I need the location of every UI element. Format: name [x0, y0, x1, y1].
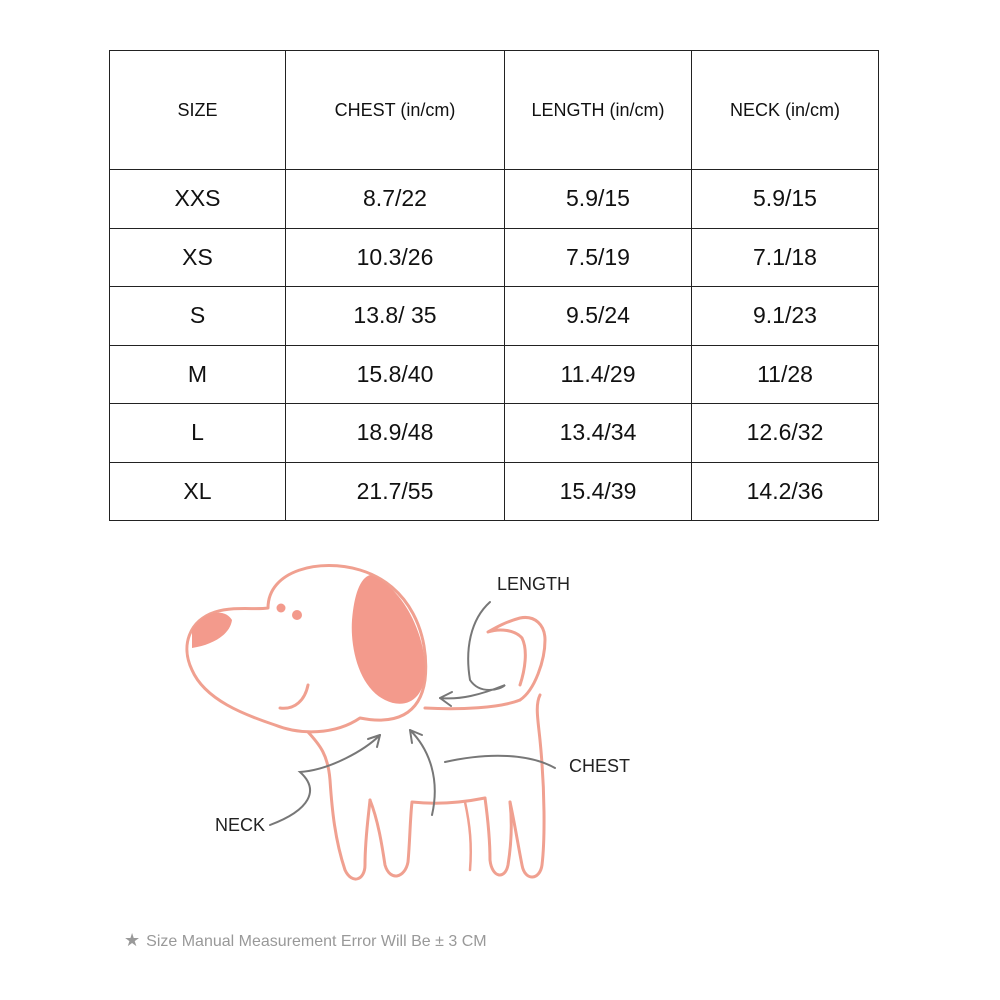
header-size: SIZE: [110, 51, 286, 170]
header-neck: NECK (in/cm): [692, 51, 879, 170]
size-chart-table: [109, 50, 879, 521]
cell-size: M: [110, 345, 286, 404]
neck-label: NECK: [215, 815, 266, 835]
cell-chest: 13.8/ 35: [286, 287, 505, 346]
table-row: [110, 462, 879, 521]
cell-neck: 7.1/18: [692, 228, 879, 287]
cell-size: S: [110, 287, 286, 346]
cell-chest: 18.9/48: [286, 404, 505, 463]
length-label: LENGTH: [497, 574, 571, 594]
cell-neck: 5.9/15: [692, 170, 879, 229]
cell-length: 7.5/19: [505, 228, 692, 287]
cell-size: L: [110, 404, 286, 463]
cell-size: XXS: [110, 170, 286, 229]
table-row: [110, 404, 879, 463]
table-row: [110, 287, 879, 346]
cell-length: 15.4/39: [505, 462, 692, 521]
star-icon: ★: [124, 930, 141, 950]
cell-length: 11.4/29: [505, 345, 692, 404]
header-length: LENGTH (in/cm): [505, 51, 692, 170]
chest-label: CHEST: [569, 756, 631, 776]
cell-size: XL: [110, 462, 286, 521]
cell-size: XS: [110, 228, 286, 287]
header-chest: CHEST (in/cm): [286, 51, 505, 170]
footnote-text: Size Manual Measurement Error Will Be ± 3 CM: [146, 933, 487, 950]
table-row: [110, 170, 879, 229]
cell-neck: 9.1/23: [692, 287, 879, 346]
cell-chest: 10.3/26: [286, 228, 505, 287]
cell-neck: 12.6/32: [692, 404, 879, 463]
cell-chest: 8.7/22: [286, 170, 505, 229]
cell-neck: 14.2/36: [692, 462, 879, 521]
cell-chest: 15.8/40: [286, 345, 505, 404]
measurement-footnote: [124, 930, 487, 951]
cell-length: 9.5/24: [505, 287, 692, 346]
table-row: [110, 228, 879, 287]
cell-neck: 11/28: [692, 345, 879, 404]
cell-chest: 21.7/55: [286, 462, 505, 521]
table-header-row: [110, 51, 879, 170]
table-row: [110, 345, 879, 404]
cell-length: 5.9/15: [505, 170, 692, 229]
cell-length: 13.4/34: [505, 404, 692, 463]
measurement-diagram: [0, 540, 1000, 900]
